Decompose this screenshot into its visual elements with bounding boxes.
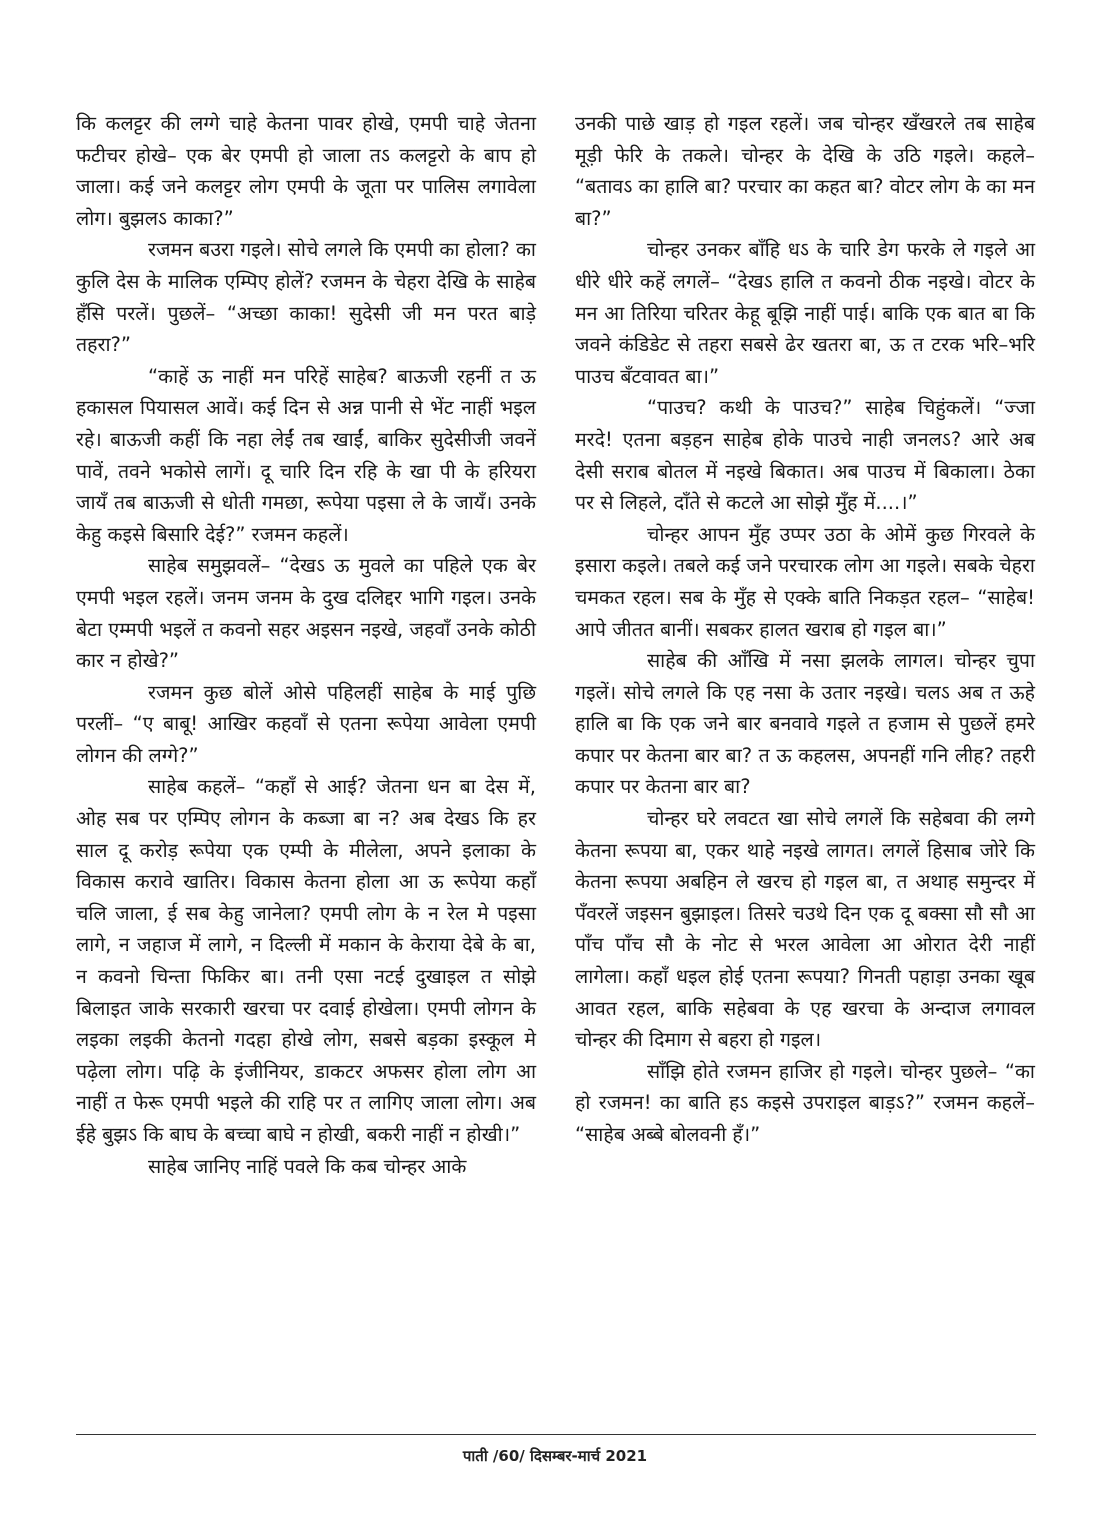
left-text-column (76, 108, 536, 1182)
paragraph: साहेब कहलें– “कहाँ से आई? जेतना धन बा देस में, ओह सब पर एम्पिए लोगन के कब्जा बा न? अब देखऽ कि हर साल दू करोड़ रूपेया एक एम्पी के मीलेला, अपने इलाका के विकास करावे खातिर। विकास केतना होला आ ऊ रूपेया कहाँ चलि जाला, ई सब केहु जानेला? एमपी लोग के न रेल मे पइसा लागे, न जहाज में लागे, न दिल्ली में मकान के केराया देबे के बा, न कवनो चिन्ता फिकिर बा। तनी एसा नटई दुखाइल त सोझे बिलाइत जाके सरकारी खरचा पर दवाई होखेला। एमपी लोगन के लइका लइकी केतनो गदहा होखे लोग, सबसे बड़का इस्कूल मे पढ़ेला लोग। पढ़ि के इंजीनियर, डाकटर अफसर होला लोग आ नाहीं त फेरू एमपी भइले की राहि पर त लागिए जाला लोग। अब ईहे बुझऽ कि बाघ के बच्चा बाघे न होखी, बकरी नाहीं न होखी।” (76, 775, 536, 1146)
right-text-column (575, 108, 1035, 1151)
paragraph: साहेब जानिए नाहिं पवले कि कब चोन्हर आके (148, 1154, 467, 1178)
paragraph: साँझि होते रजमन हाजिर हो गइले। चोन्हर पुछले– “का हो रजमन! का बाति हऽ कइसे उपराइल बाड़ऽ?” रजमन कहलें– “साहेब अब्बे बोलवनी हँ।” (575, 1059, 1035, 1146)
paragraph: साहेब की आँखि में नसा झलके लागल। चोन्हर चुपा गइलें। सोचे लगले कि एह नसा के उतार नइखे। चलऽ अब त ऊहे हालि बा कि एक जने बार बनवावे गइले त हजाम से पुछलें हमरे कपार पर केतना बार बा? त ऊ कहलस, अपनहीं गनि लीह? तहरी कपार पर केतना बार बा? (575, 649, 1035, 799)
paragraph: कि कलट्टर की लग्गे चाहे केतना पावर होखे, एमपी चाहे जेतना फटीचर होखे– एक बेर एमपी हो जाला तऽ कलट्टरो के बाप हो जाला। कई जने कलट्टर लोग एमपी के जूता पर पालिस लगावेला लोग। बुझलऽ काका?” (76, 112, 536, 230)
paragraph: रजमन बउरा गइले। सोचे लगले कि एमपी का होला? का कुलि देस के मालिक एम्पिए होलें? रजमन के चेहरा देखि के साहेब हँसि परलें। पुछलें– “अच्छा काका! सुदेसी जी मन परत बाड़े तहरा?” (76, 238, 536, 357)
footer-divider (76, 1434, 1036, 1435)
paragraph: “पाउच? कथी के पाउच?” साहेब चिहुंकलें। “ज्जा मरदे! एतना बड़हन साहेब होके पाउचे नाही जनलऽ? आरे अब देसी सराब बोतल में नइखे बिकात। अब पाउच में बिकाला। ठेका पर से लिहले, दाँते से कटले आ सोझे मुँह में....।” (575, 396, 1035, 515)
paragraph: रजमन कुछ बोलें ओसे पहिलहीं साहेब के माई पुछि परलीं– “ए बाबू! आखिर कहवाँ से एतना रूपेया आवेला एमपी लोगन की लग्गे?” (76, 680, 536, 767)
paragraph: चोन्हर उनकर बाँहि धऽ के चारि डेग फरके ले गइले आ धीरे धीरे कहें लगलें– “देखऽ हालि त कवनो ठीक नइखे। वोटर के मन आ तिरिया चरितर केहू बूझि नाहीं पाई। बाकि एक बात बा कि जवने कंडिडेट से तहरा सबसे ढेर खतरा बा, ऊ त टरक भरि–भरि पाउच बँटवावत बा।” (575, 238, 1035, 388)
page-footer: पाती /60/ दिसम्बर-मार्च 2021 (462, 1447, 648, 1465)
paragraph: साहेब समुझवलें– “देखऽ ऊ मुवले का पहिले एक बेर एमपी भइल रहलें। जनम जनम के दुख दलिद्दर भागि गइल। उनके बेटा एम्मपी भइलें त कवनो सहर अइसन नइखे, जहवाँ उनके कोठी कार न होखे?” (76, 554, 536, 673)
paragraph: चोन्हर घरे लवटत खा सोचे लगलें कि सहेबवा की लग्गे केतना रूपया बा, एकर थाहे नइखे लागत। लगलें हिसाब जोरे कि केतना रूपया अबहिन ले खरच हो गइल बा, त अथाह समुन्दर में पँवरलें जइसन बुझाइल। तिसरे चउथे दिन एक दू बक्सा सौ सौ आ पाँच पाँच सौ के नोट से भरल आवेला आ ओरात देरी नाहीं लागेला। कहाँ धइल होई एतना रूपया? गिनती पहाड़ा उनका खूब आवत रहल, बाकि सहेबवा के एह खरचा के अन्दाज लगावल चोन्हर की दिमाग से बहरा हो गइल। (575, 807, 1035, 1052)
paragraph: उनकी पाछे खाड़ हो गइल रहलें। जब चोन्हर खँखरले तब साहेब मूड़ी फेरि के तकले। चोन्हर के देखि के उठि गइले। कहले– “बतावऽ का हालि बा? परचार का कहत बा? वोटर लोग के का मन बा?” (575, 112, 1035, 230)
paragraph: चोन्हर आपन मुँह उप्पर उठा के ओमें कुछ गिरवले के इसारा कइले। तबले कई जने परचारक लोग आ गइले। सबके चेहरा चमकत रहल। सब के मुँह से एक्के बाति निकड़त रहल– “साहेब! आपे जीतत बानीं। सबकर हालत खराब हो गइल बा।” (575, 522, 1035, 641)
paragraph: “काहें ऊ नाहीं मन परिहें साहेब? बाऊजी रहनीं त ऊ हकासल पियासल आवें। कई दिन से अन्न पानी से भेंट नाहीं भइल रहे। बाऊजी कहीं कि नहा लेईं तब खाईं, बाकिर सुदेसीजी जवनें पावें, तवने भकोसे लागें। दू चारि दिन रहि के खा पी के हरियरा जायँ तब बाऊजी से धोती गमछा, रूपेया पइसा ले के जायँ। उनके केहु कइसे बिसारि देई?” रजमन कहलें। (76, 364, 536, 546)
